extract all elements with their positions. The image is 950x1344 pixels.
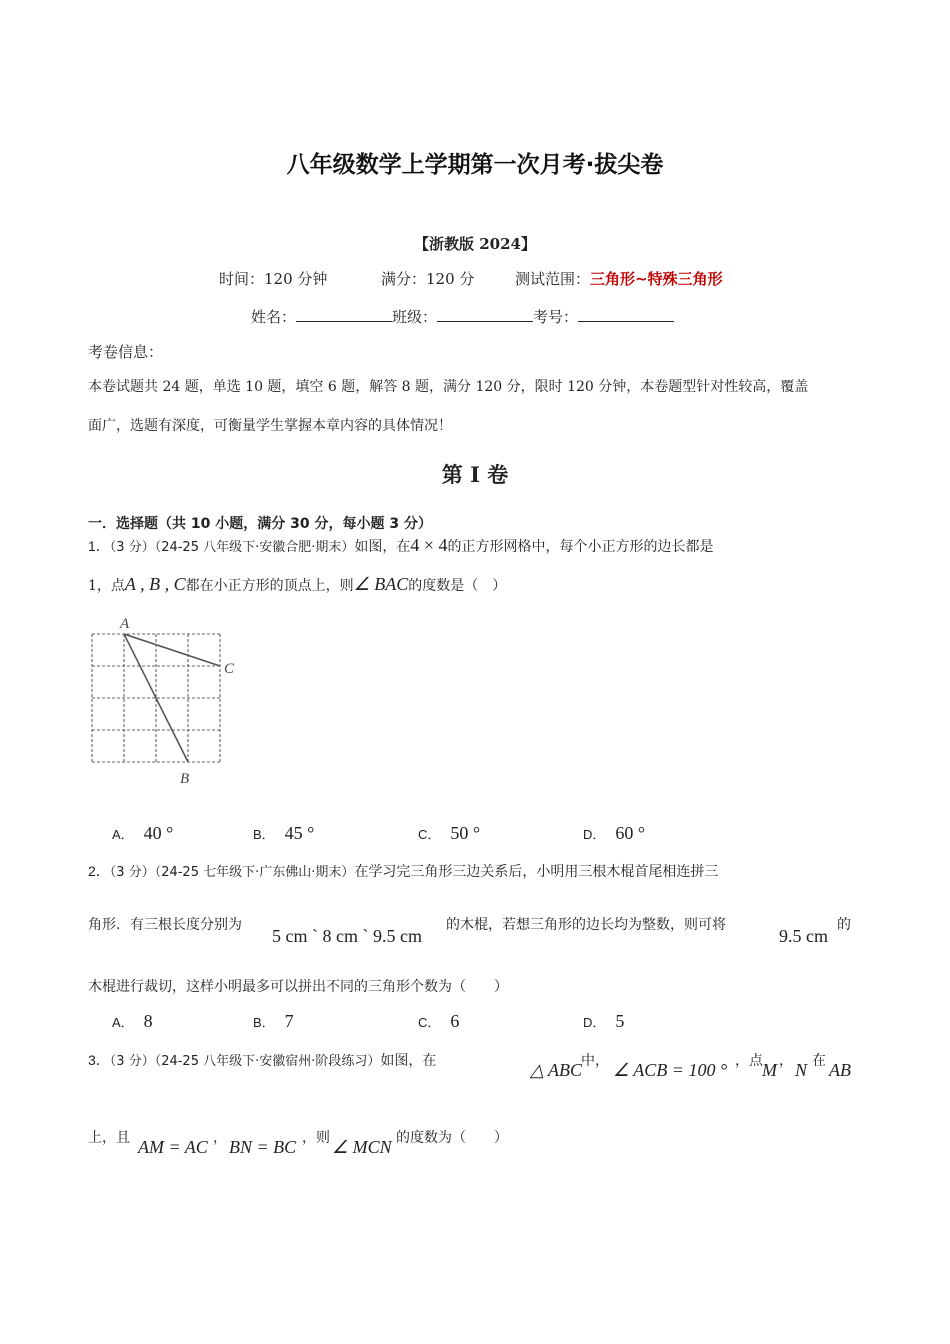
q3-text-a: 如图，在	[380, 1053, 437, 1069]
q2-len2: 9.5 cm	[779, 926, 828, 946]
q3-score: （3 分）	[109, 1054, 155, 1069]
q3-eq2: BN = BC	[229, 1137, 297, 1157]
q3-line1-a	[88, 1050, 436, 1070]
q3-eq1: AM = AC	[138, 1137, 208, 1157]
q2-option-c-letter: C．	[418, 1015, 441, 1030]
q1-option-c[interactable]	[418, 823, 480, 844]
label-b: B	[180, 771, 190, 787]
q2-option-d-value: 5	[615, 1011, 625, 1031]
name-blank[interactable]	[296, 305, 392, 322]
q3-text-c: ，点	[735, 1053, 763, 1069]
q3-triangle: △ ABC	[530, 1060, 583, 1080]
q2-source: （24-25 七年级下·广东佛山·期末）	[154, 865, 355, 880]
q2-option-c[interactable]	[418, 1011, 459, 1032]
q2-text-e: 木棍进行裁切，这样小明最多可以拼出不同的三角形个数为（ ）	[88, 979, 508, 995]
q3-text-d: 在	[812, 1053, 826, 1069]
q1-text-d: 都在小正方形的顶点上，则	[185, 578, 354, 594]
q1-grid-expr: 4 × 4	[410, 535, 448, 555]
q1-option-d-value: 60 °	[615, 823, 646, 843]
q1-option-b[interactable]	[253, 823, 314, 844]
scope-info	[515, 268, 723, 289]
number-label: 考号：	[533, 308, 579, 326]
q1-source: （24-25 八年级下·安徽合肥·期末）	[154, 540, 355, 555]
q2-option-b[interactable]	[253, 1011, 294, 1032]
q1-line1	[88, 535, 714, 556]
name-label: 姓名：	[251, 308, 297, 326]
paper-info-line1: 本卷试题共 24 题，单选 10 题，填空 6 题，解答 8 题，满分 120 分，限时 120 分钟，本卷题型针对性较高，覆盖	[88, 379, 809, 395]
scope-value: 三角形~特殊三角形	[590, 270, 723, 288]
q2-text-c: 的木棍，若想三角形的边长均为整数，则可将	[446, 917, 726, 933]
edition-label: 【浙教版 2024】	[414, 235, 536, 253]
q1-points: A , B , C	[124, 574, 186, 594]
q2-option-c-value: 6	[450, 1011, 460, 1031]
q2-option-b-value: 7	[284, 1011, 294, 1031]
score-info: 满分：120 分	[381, 270, 475, 288]
section-title: 一．选择题（共 10 小题，满分 30 分，每小题 3 分）	[88, 516, 432, 532]
scope-label: 测试范围：	[515, 270, 591, 288]
q3-point-n: N	[795, 1060, 808, 1080]
q3-angle2: ∠ MCN	[332, 1137, 392, 1157]
q2-option-a-letter: A．	[112, 1015, 134, 1030]
q2-text-d: 的	[837, 917, 851, 933]
q3-source: （24-25 八年级下·安徽宿州·阶段练习）	[154, 1054, 381, 1069]
number-blank[interactable]	[578, 305, 674, 322]
time-info: 时间：120 分钟	[219, 270, 328, 288]
q1-grid-figure	[84, 612, 244, 790]
q3-angle-eq: ∠ ACB = 100 °	[613, 1060, 728, 1080]
q1-option-b-letter: B．	[253, 827, 275, 842]
q2-score: （3 分）	[109, 865, 155, 880]
q3-text-g: 的度数为（ ）	[396, 1130, 508, 1146]
q1-text-a: 如图，在	[354, 539, 411, 555]
q3-text-f: ，则	[302, 1130, 330, 1146]
q3-separator: ，	[779, 1053, 793, 1069]
q1-score: （3 分）	[109, 540, 155, 555]
q1-option-c-letter: C．	[418, 827, 441, 842]
label-a: A	[120, 616, 130, 632]
q2-option-a-value: 8	[143, 1011, 153, 1031]
q1-line2	[88, 574, 506, 595]
volume-title: 第 I 卷	[441, 462, 509, 487]
class-label: 班级：	[392, 308, 438, 326]
q3-number: 3．	[88, 1052, 110, 1068]
q2-number: 2．	[88, 863, 110, 879]
q1-option-d[interactable]	[583, 823, 645, 844]
q2-line1	[88, 861, 718, 881]
q2-text-a: 在学习完三角形三边关系后，小明用三根木棍首尾相连拼三	[354, 864, 719, 880]
label-c: C	[224, 661, 235, 677]
q3-ab: AB	[829, 1060, 851, 1080]
class-blank[interactable]	[437, 305, 533, 322]
q1-text-c: 1，点	[88, 578, 125, 594]
q3-point-m: M	[762, 1060, 777, 1080]
q3-text-b: 中，	[581, 1053, 609, 1069]
q1-option-b-value: 45 °	[284, 823, 315, 843]
q2-text-b: 角形．有三根长度分别为	[88, 917, 242, 933]
q1-option-a-value: 40 °	[143, 823, 174, 843]
q1-option-d-letter: D．	[583, 827, 606, 842]
q2-option-d[interactable]	[583, 1011, 624, 1032]
q1-option-c-value: 50 °	[450, 823, 481, 843]
page-title: 八年级数学上学期第一次月考·拔尖卷	[286, 152, 664, 178]
q3-separator-2: ，	[213, 1130, 227, 1146]
q2-option-b-letter: B．	[253, 1015, 275, 1030]
q1-number: 1．	[88, 538, 110, 554]
q1-text-b: 的正方形网格中，每个小正方形的边长都是	[447, 539, 714, 555]
q3-text-e: 上，且	[88, 1130, 130, 1146]
q1-text-e: 的度数是（ ）	[408, 578, 507, 594]
q1-angle: ∠ BAC	[353, 574, 409, 594]
paper-info-label: 考卷信息：	[88, 343, 164, 361]
paper-info-line2: 面广，选题有深度，可衡量学生掌握本章内容的具体情况！	[88, 418, 452, 434]
q1-option-a[interactable]	[112, 823, 173, 844]
student-fields	[251, 305, 674, 327]
q2-lengths: 5 cm ` 8 cm ` 9.5 cm	[272, 926, 422, 946]
q2-option-a[interactable]	[112, 1011, 153, 1032]
q1-option-a-letter: A．	[112, 827, 134, 842]
q2-option-d-letter: D．	[583, 1015, 606, 1030]
